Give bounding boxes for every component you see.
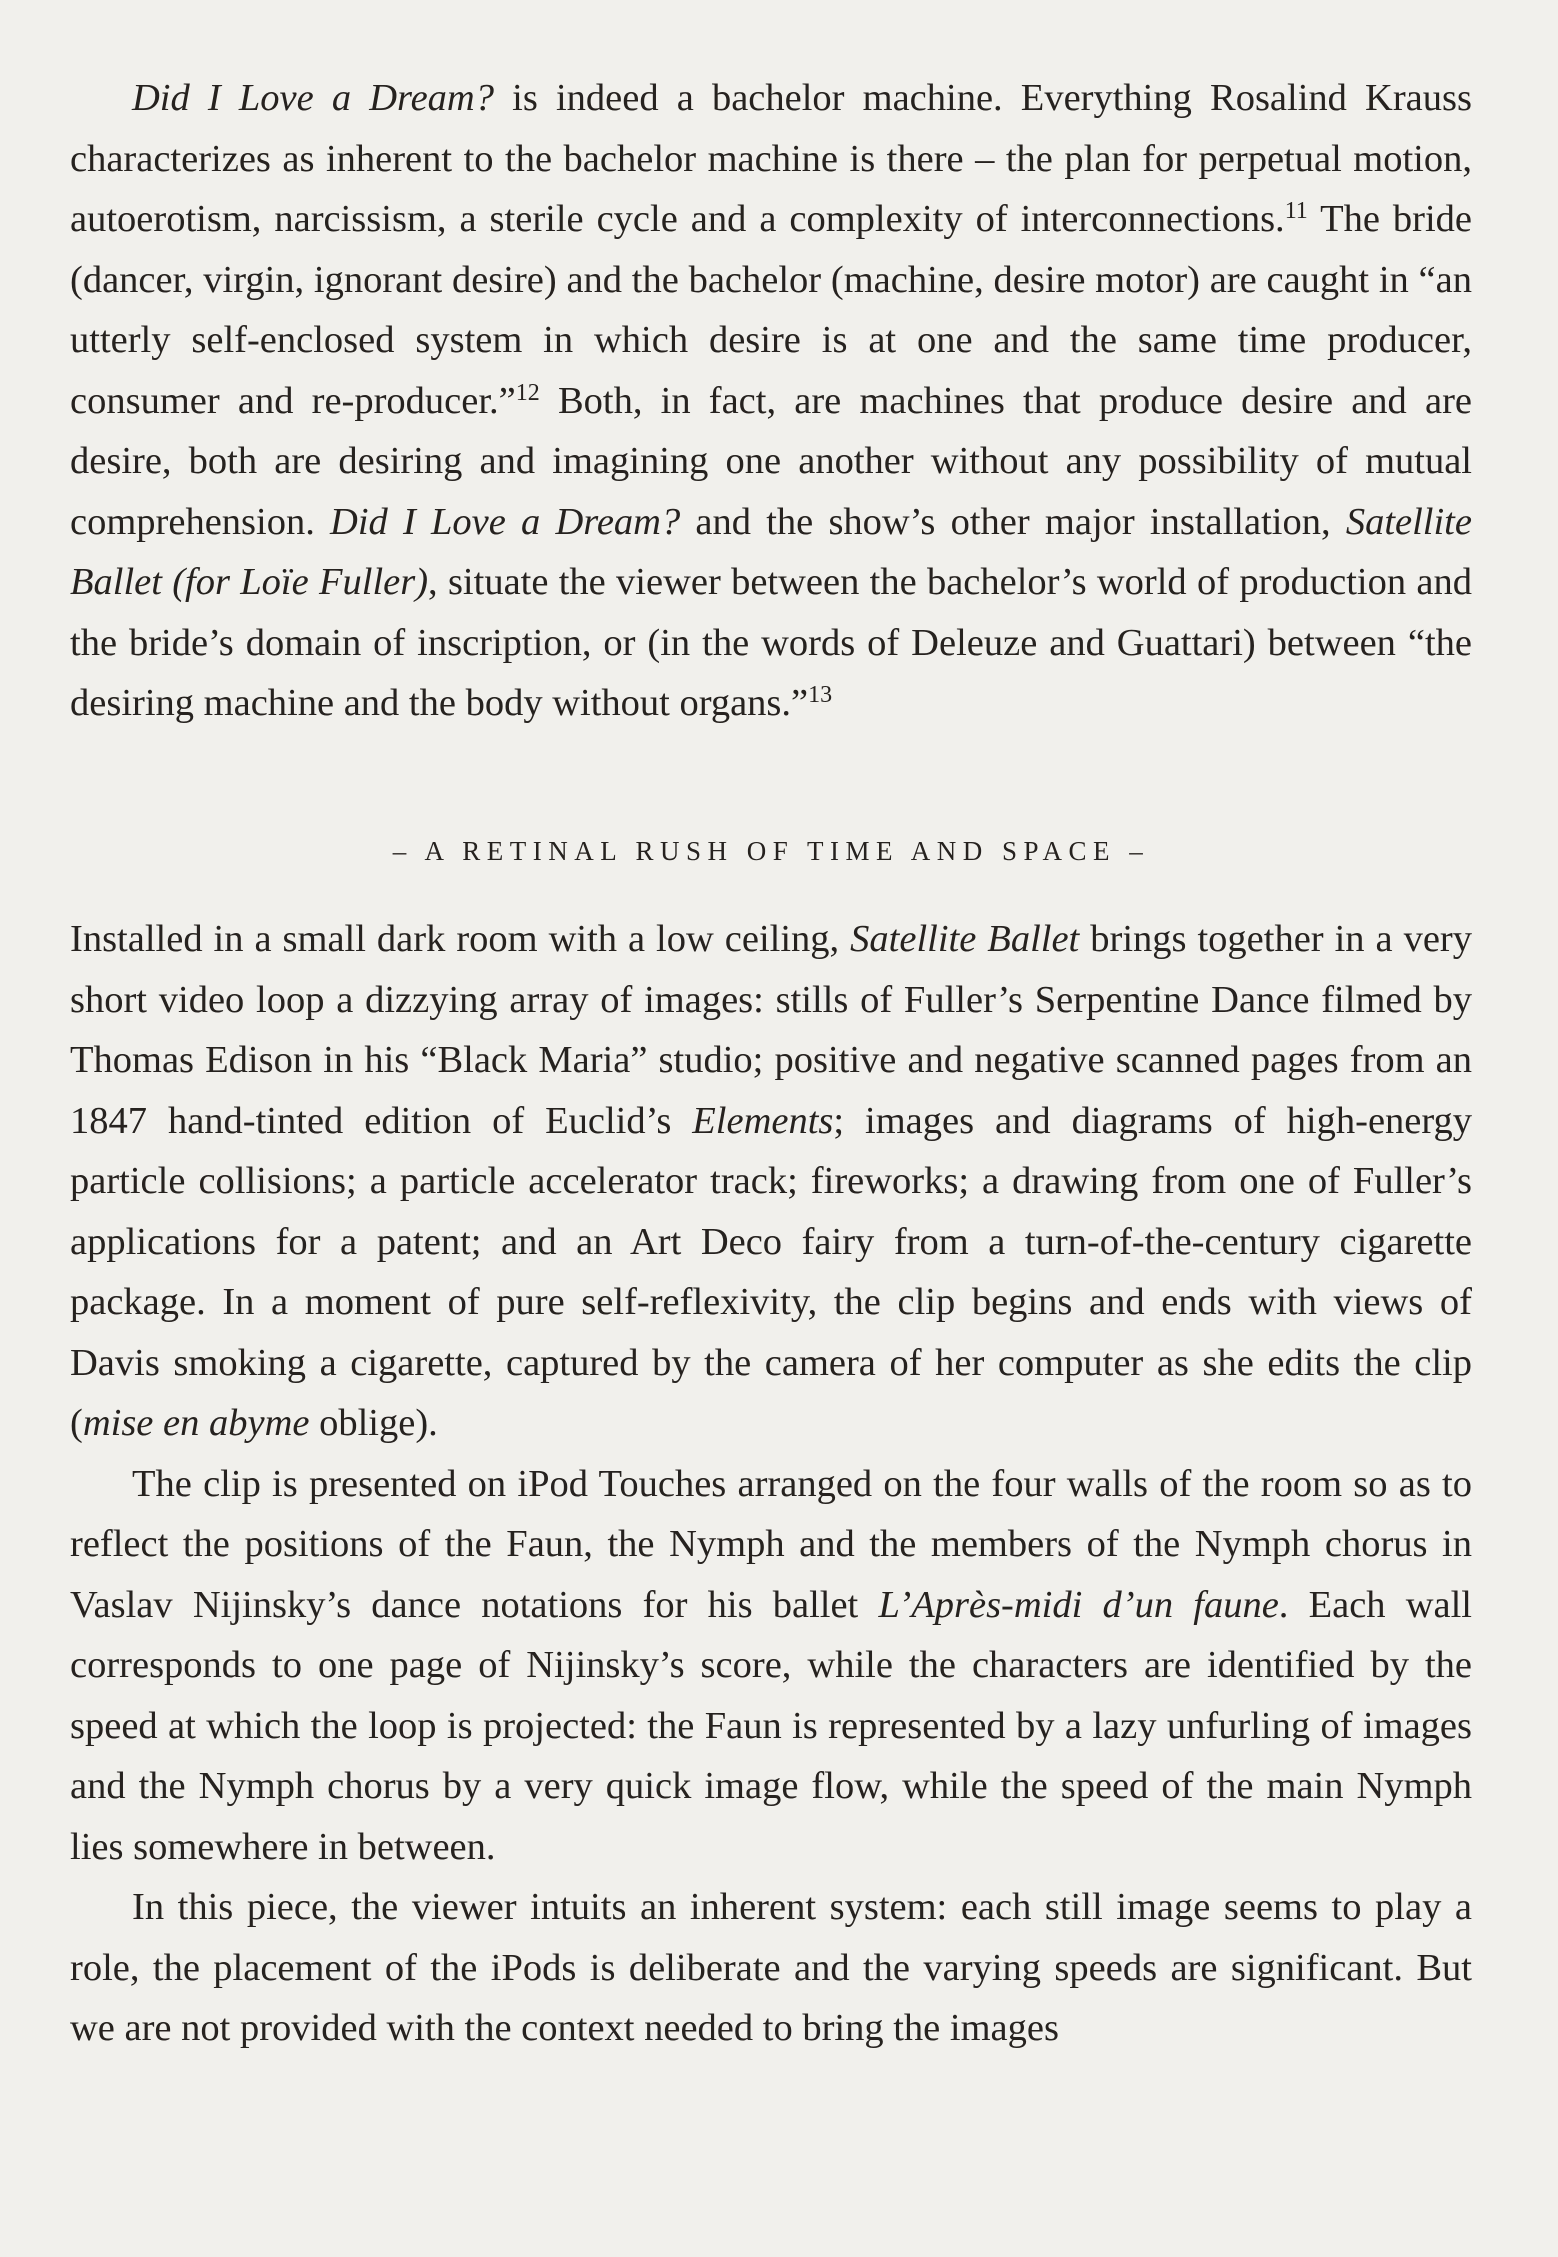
- paragraph-text: . Each wall corresponds to one page of Nijinsky’s score, while the characters are identified by the speed at which the loop is projected: the Faun is represented by a lazy unfurling of images and the Nymph chorus by a very quick image flow, while the speed of the main Nymph lies somewhere in between.: [70, 1583, 1472, 1868]
- artwork-title: Satellite Ballet (for Loïe Fuller): [70, 500, 1472, 603]
- artwork-title: Did I Love a Dream?: [330, 500, 681, 543]
- paragraph-text: and the show’s other major installation,: [680, 500, 1346, 543]
- paragraph-text: brings together in a very short video loop a dizzying array of images: stills of Fuller’s Serpentine Dance filmed by Thomas Edison in his “Black Maria” studio; positive and negative scanned pages from an 1847 hand-tinted edition of Euclid’s: [70, 918, 1472, 1142]
- artwork-title: Satellite Ballet: [850, 918, 1080, 960]
- body-paragraph: [70, 1877, 1472, 2059]
- footnote-ref: 13: [808, 682, 833, 708]
- body-paragraph: [70, 909, 1472, 1454]
- paragraph-text: Both, in fact, are machines that produce desire and are desire, both are desiring and imagining one another without any possibility of mutual comprehension.: [70, 379, 1472, 543]
- paragraph-text: The bride (dancer, virgin, ignorant desire) and the bachelor (machine, desire motor) are caught in “an utterly self-enclosed system in which desire is at one and the same time producer, consumer and re-producer.”: [70, 198, 1473, 422]
- paragraph-text: Installed in a small dark room with a low ceiling,: [70, 918, 851, 960]
- footnote-ref: 12: [515, 379, 540, 406]
- footnote-ref: 11: [1284, 198, 1308, 224]
- body-paragraph: [70, 68, 1472, 738]
- page-body: [70, 68, 1472, 2059]
- paragraph-text: is indeed a bachelor machine. Everything Rosalind Krauss characterizes as inherent to the bachelor machine is there – the plan for perpetual motion, autoerotism, narcissism, a sterile cycle and a complexity of interconnections.: [70, 77, 1472, 240]
- paragraph-text: In this piece, the viewer intuits an inherent system: each still image seems to play a role, the placement of the iPods is deliberate and the varying speeds are significant. But we are not provided with the context needed to bring the images: [70, 1886, 1472, 2049]
- paragraph-text: oblige).: [309, 1402, 438, 1444]
- ballet-title: L’Après-midi d’un faune: [878, 1583, 1279, 1626]
- italic-phrase: mise en abyme: [82, 1402, 310, 1444]
- section-heading: – A RETINAL RUSH OF TIME AND SPACE –: [392, 836, 1150, 866]
- artwork-title: Did I Love a Dream?: [132, 77, 494, 119]
- paragraph-text: The clip is presented on iPod Touches arranged on the four walls of the room so as to reflect the positions of the Faun, the Nymph and the members of the Nymph chorus in Vaslav Nijinsky’s dance notations for his ballet: [70, 1462, 1472, 1626]
- paragraph-text: ; images and diagrams of high-energy particle collisions; a particle accelerator track; fireworks; a drawing from one of Fuller’s applications for a patent; and an Art Deco fairy from a turn-of-the-century cigarette package. In a moment of pure self-reflexivity, the clip begins and ends with views of Davis smoking a cigarette, captured by the camera of her computer as she edits the clip (: [70, 1099, 1472, 1444]
- paragraph-text: , situate the viewer between the bachelor’s world of production and the bride’s domain of inscription, or (in the words of Deleuze and Guattari) between “the desiring machine and the body without organs.”: [70, 561, 1472, 724]
- book-title: Elements: [692, 1099, 834, 1142]
- body-paragraph: [70, 1454, 1472, 1878]
